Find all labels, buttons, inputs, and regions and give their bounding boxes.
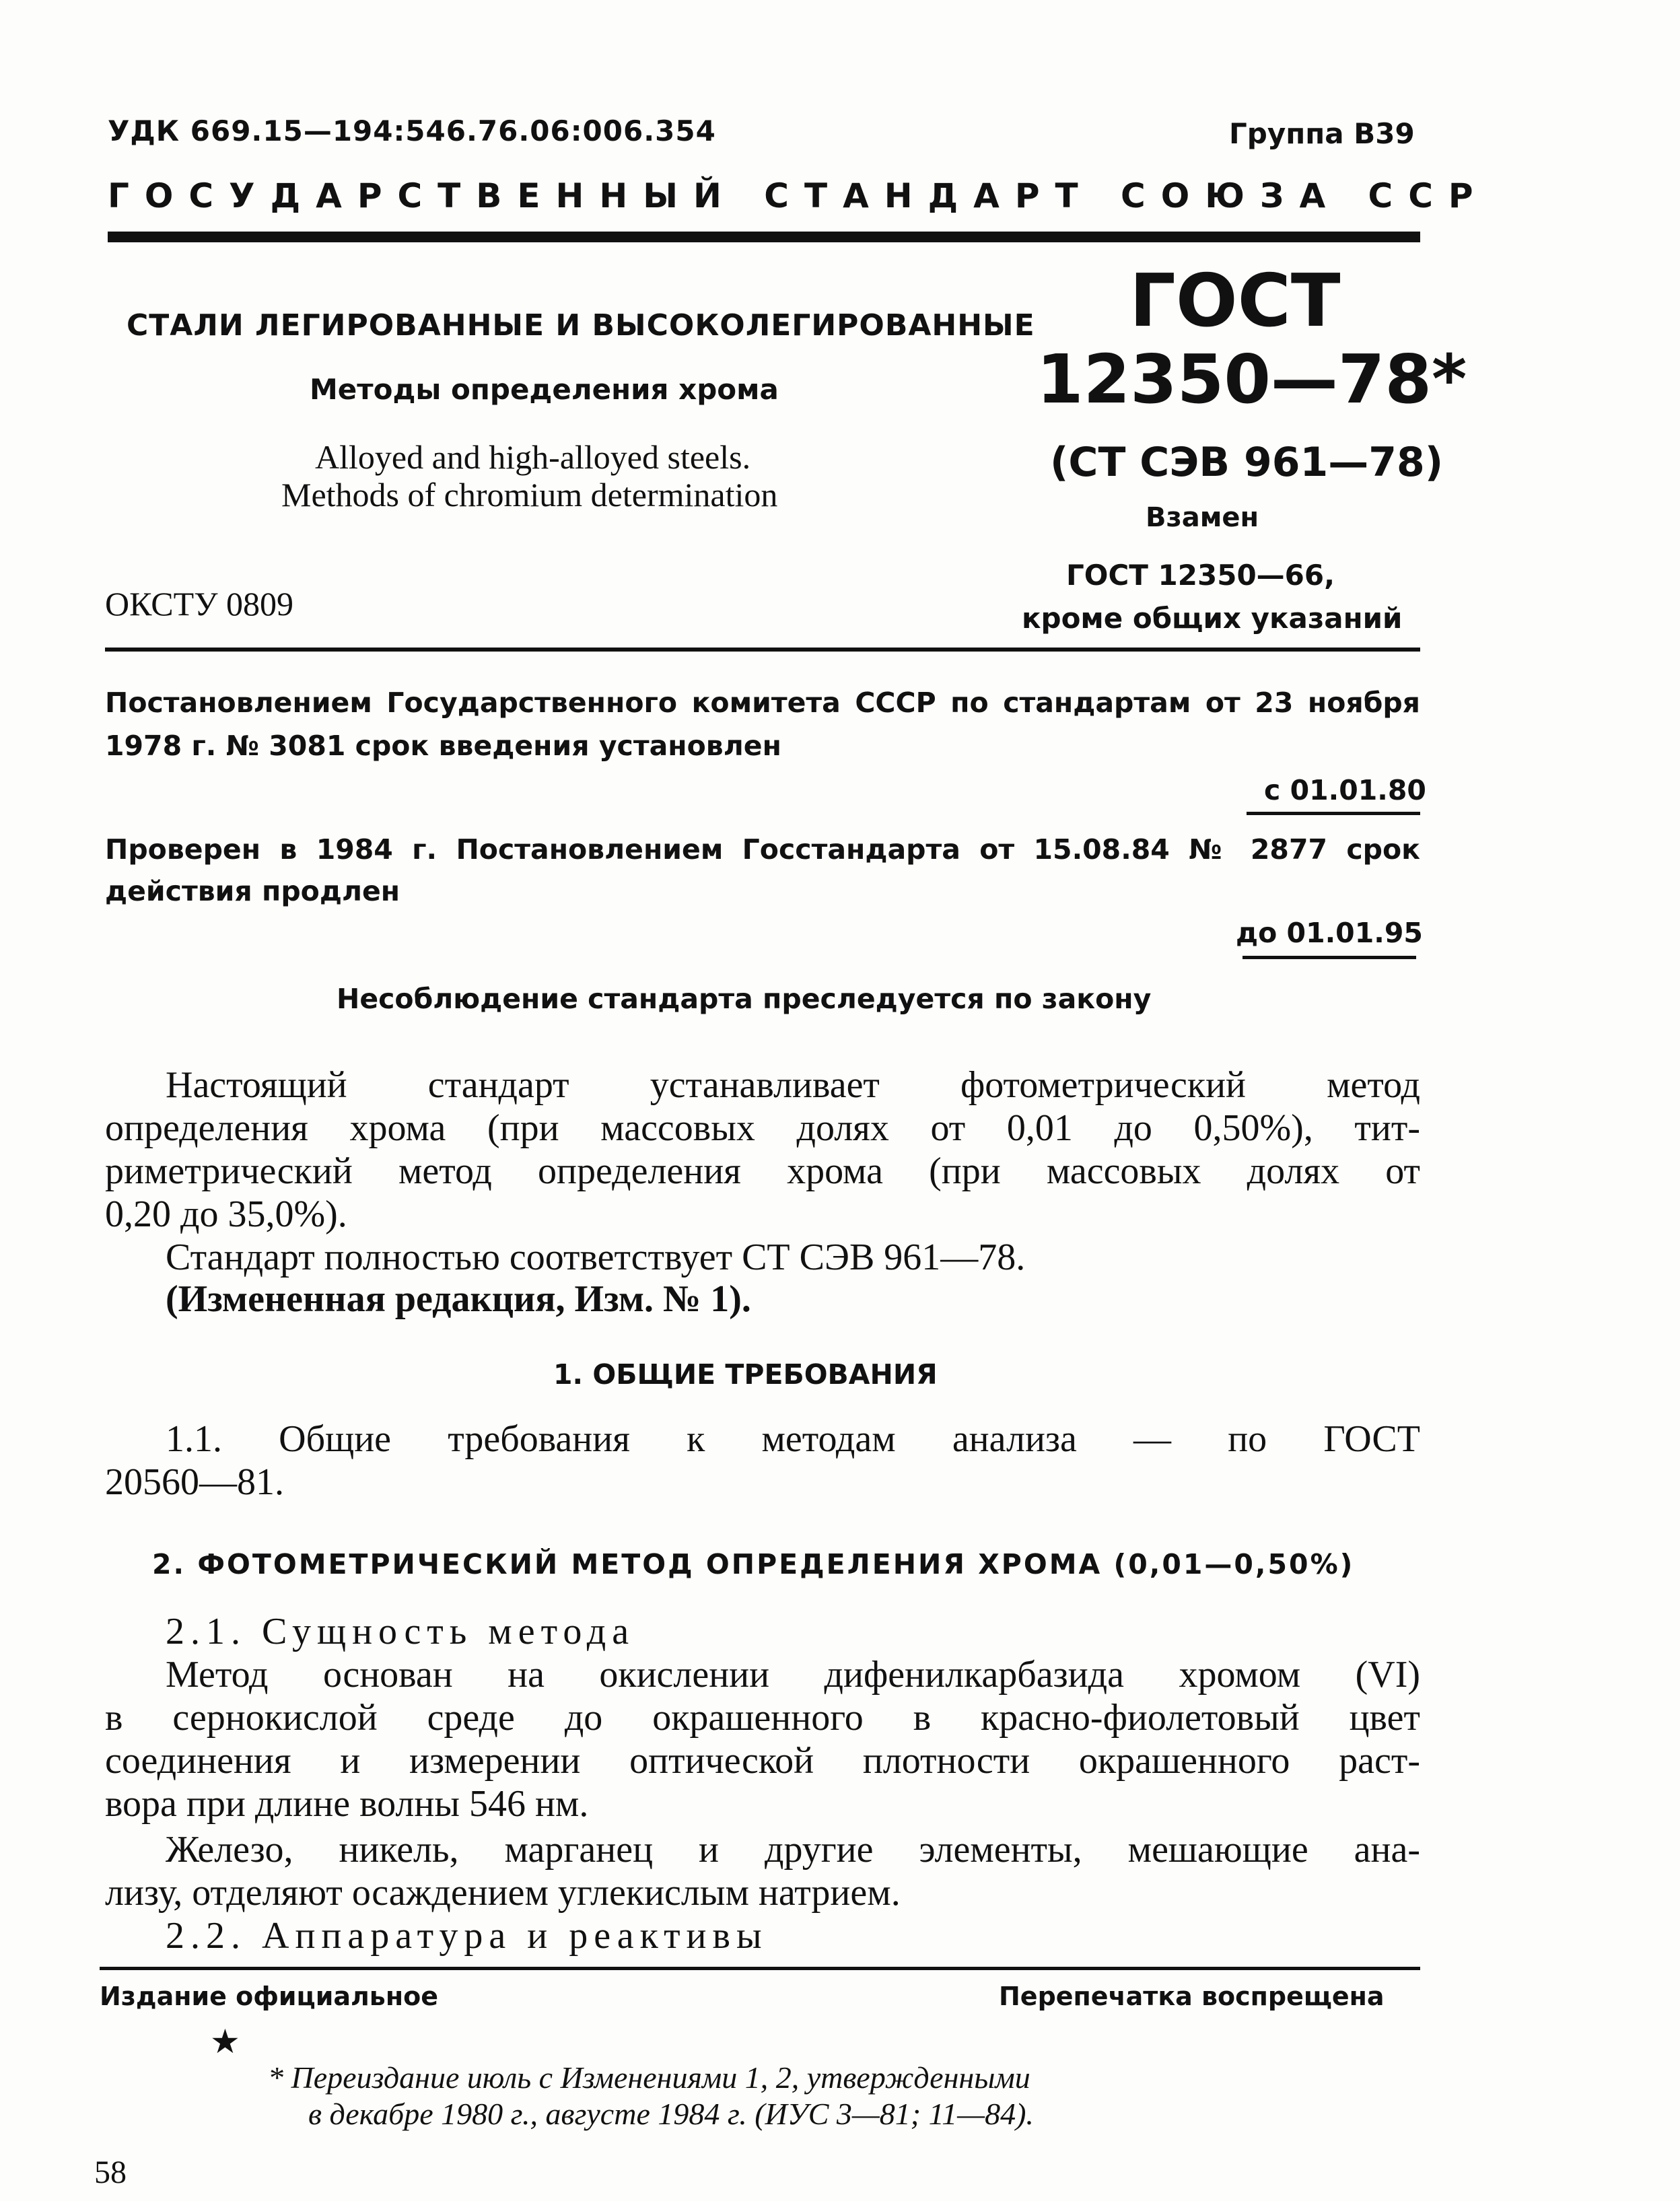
st-sev-code: (СТ СЭВ 961—78): [1050, 439, 1444, 486]
section2-paragraph1: [105, 1653, 1420, 1782]
section2-paragraph2-last: лизу, отделяют осаждением углекислым натрием.: [105, 1872, 901, 1914]
replaces-label: Взамен: [1146, 502, 1259, 533]
title-block-rule: [105, 648, 1420, 652]
section2-subheading-apparatus: 2.2. Аппаратура и реактивы: [166, 1915, 768, 1957]
gost-number: 12350—78*: [1037, 340, 1467, 419]
star-icon: ★: [210, 2022, 240, 2061]
section2-paragraph1-last: вора при длине волны 546 нм.: [105, 1783, 589, 1825]
date-to-rule: [1242, 956, 1416, 959]
intro-line: определения хрома (при массовых долях от 0,01 до 0,50%), тит-: [105, 1107, 1420, 1149]
intro-line: Настоящий стандарт устанавливает фотометрический метод: [166, 1064, 1420, 1106]
document-title: СТАЛИ ЛЕГИРОВАННЫЕ И ВЫСОКОЛЕГИРОВАННЫЕ: [127, 308, 1035, 343]
checked-line2: действия продлен: [105, 875, 400, 907]
checked-line1: Проверен в 1984 г. Постановлением Госстандарта от 15.08.84 № 2877 срок: [105, 833, 1420, 866]
banner-title: ГОСУДАРСТВЕННЫЙ СТАНДАРТ СОЮЗА ССР: [108, 176, 1489, 215]
date-from: с 01.01.80: [1264, 774, 1426, 806]
reprint-notice: Перепечатка воспрещена: [999, 1982, 1385, 2011]
section2-subheading-essence: 2.1. Сущность метода: [166, 1611, 635, 1652]
english-title-line2: Methods of chromium determination: [281, 476, 778, 514]
edition-label: Издание официальное: [100, 1982, 438, 2011]
reissue-note-line2: в декабре 1980 г., августе 1984 г. (ИУС 3—81; 11—84).: [308, 2097, 1034, 2131]
section2-paragraph2-line1: Железо, никель, марганец и другие элементы, мешающие ана-: [166, 1829, 1420, 1871]
intro-last-line: 0,20 до 35,0%).: [105, 1193, 347, 1235]
date-from-rule: [1247, 812, 1420, 815]
intro-line: риметрический метод определения хрома (при массовых долях от: [105, 1150, 1420, 1192]
english-title-line1: Alloyed and high-alloyed steels.: [315, 438, 751, 476]
reissue-note-line1: * Переиздание июль с Изменениями 1, 2, утвержденными: [268, 2060, 1030, 2095]
gost-label: ГОСТ: [1129, 259, 1341, 343]
decree-line1: Постановлением Государственного комитета СССР по стандартам от 23 ноября: [105, 687, 1420, 719]
section2-heading: 2. ФОТОМЕТРИЧЕСКИЙ МЕТОД ОПРЕДЕЛЕНИЯ ХРОМА (0,01—0,50%): [152, 1548, 1355, 1580]
replaces-line2: кроме общих указаний: [1022, 602, 1403, 635]
conformity-statement: Стандарт полностью соответствует СТ СЭВ 961—78.: [166, 1236, 1026, 1278]
group-code: Группа В39: [1229, 117, 1415, 150]
amendment-note: (Измененная редакция, Изм. № 1).: [166, 1278, 751, 1320]
replaces-line1: ГОСТ 12350—66,: [1066, 559, 1335, 592]
section1-paragraph-line2: 20560—81.: [105, 1461, 284, 1503]
intro-paragraph: [105, 1063, 1420, 1193]
document-subtitle: Методы определения хрома: [310, 373, 779, 406]
banner-rule: [108, 232, 1420, 242]
udk-code: УДК 669.15—194:546.76.06:006.354: [108, 114, 716, 147]
okstu-code: ОКСТУ 0809: [105, 585, 294, 623]
section1-heading: 1. ОБЩИЕ ТРЕБОВАНИЯ: [553, 1358, 938, 1391]
decree-line2: 1978 г. № 3081 срок введения установлен: [105, 730, 781, 762]
date-to: до 01.01.95: [1236, 917, 1423, 949]
paragraph-line: Метод основан на окислении дифенилкарбазида хромом (VI): [166, 1654, 1420, 1696]
paragraph-line: соединения и измерении оптической плотности окрашенного раст-: [105, 1740, 1420, 1782]
footer-rule: [100, 1967, 1420, 1970]
paragraph-line: в сернокислой среде до окрашенного в красно-фиолетовый цвет: [105, 1697, 1420, 1739]
section1-paragraph-line1: 1.1. Общие требования к методам анализа — по ГОСТ: [166, 1418, 1420, 1460]
page-number: 58: [94, 2155, 127, 2190]
legal-warning: Несоблюдение стандарта преследуется по закону: [337, 983, 1152, 1015]
